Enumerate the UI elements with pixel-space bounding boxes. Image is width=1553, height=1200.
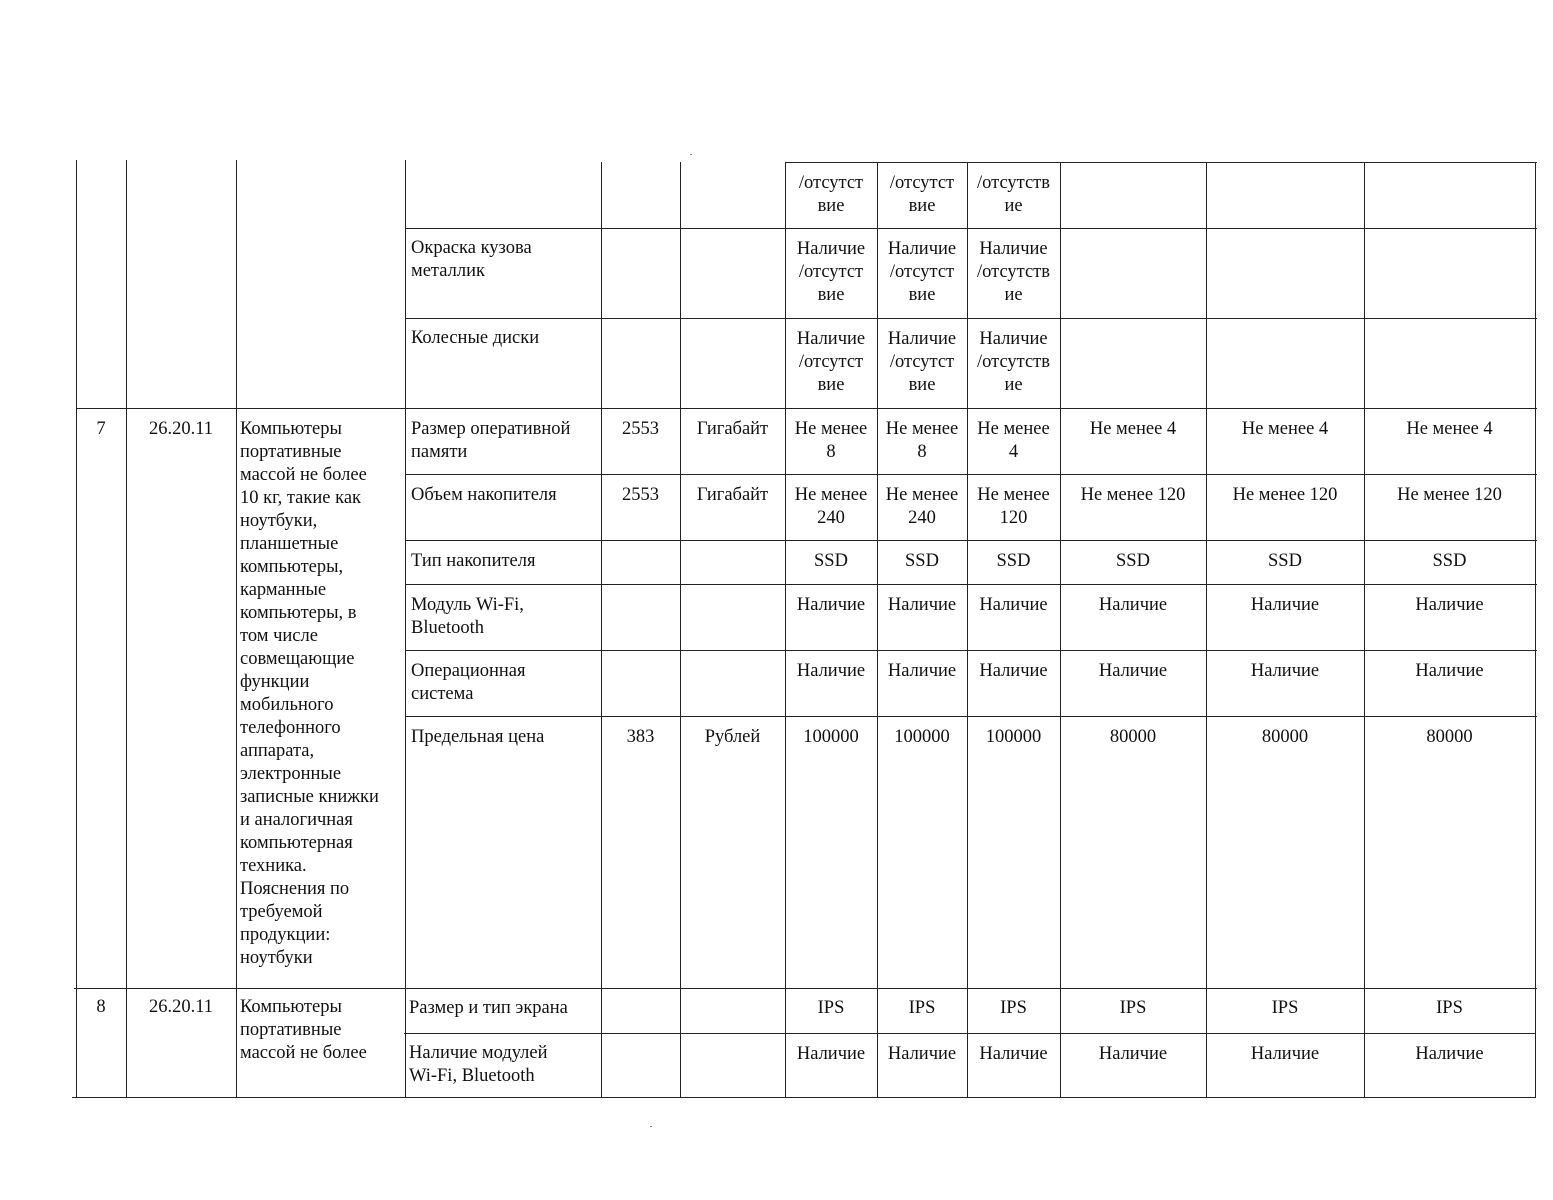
char-name: Предельная цена [411,727,545,747]
char-name: Операционная система [411,661,526,704]
value-cell: IPS [1436,998,1463,1018]
okei-code: 2553 [622,419,659,439]
value-cell: Не менее 4 [1089,419,1177,439]
value-cell: /отсутст вие [889,173,955,216]
scan-speck [650,1126,652,1127]
value-cell: Наличие [1250,661,1320,681]
value-cell: Не менее 4 [1241,419,1329,439]
value-cell: Не менее 120 [1232,485,1338,505]
value-cell: SSD [996,551,1031,571]
unit-name: Рублей [704,727,761,747]
value-cell: Наличие [979,661,1048,681]
value-cell: Наличие [1415,661,1484,681]
value-cell: Наличие [1415,1044,1484,1064]
value-cell: Наличие [979,1044,1048,1064]
value-cell: 100000 [894,727,950,747]
okei-code: 2553 [622,485,659,505]
value-cell: Наличие [887,595,957,615]
value-cell: IPS [1271,998,1299,1018]
value-cell: Наличие [1250,595,1320,615]
value-cell: IPS [908,998,936,1018]
value-cell: Не менее 240 [885,485,959,528]
scan-speck [690,154,692,155]
item-description: Компьютеры портативные массой не более [240,997,367,1063]
value-cell: IPS [817,998,845,1018]
value-cell: 80000 [1261,727,1309,747]
value-cell: Наличие [1098,661,1168,681]
value-cell: Наличие [887,661,957,681]
char-name: Размер оперативной памяти [411,419,571,462]
value-cell: 100000 [803,727,859,747]
value-cell: SSD [1268,551,1302,571]
value-cell: Наличие /отсутств ие [976,239,1050,305]
char-name: Размер и тип экрана [409,998,568,1018]
value-cell: Не менее 8 [885,419,959,462]
value-cell: Не менее 120 [1397,485,1502,505]
value-cell: 80000 [1426,727,1473,747]
value-cell: Наличие /отсутст вие [796,329,866,395]
value-cell: IPS [1119,998,1147,1018]
value-cell: Наличие /отсутст вие [887,239,957,305]
value-cell: Наличие [979,595,1048,615]
value-cell: /отсутств ие [976,173,1050,216]
value-cell: Наличие [1098,595,1168,615]
value-cell: 80000 [1109,727,1157,747]
value-cell: SSD [1432,551,1467,571]
value-cell: Наличие [796,661,866,681]
char-name: Объем накопителя [411,485,557,505]
value-cell: Наличие [1250,1044,1320,1064]
value-cell: SSD [1116,551,1150,571]
char-name: Окраска кузова металлик [411,238,532,281]
value-cell: Наличие [796,1044,866,1064]
value-cell: Наличие /отсутст вие [887,329,957,395]
value-cell: Наличие [796,595,866,615]
value-cell: Не менее 240 [794,485,868,528]
char-name: Тип накопителя [411,551,536,571]
item-description: Компьютеры портативные массой не более 10 кг, такие как ноутбуки, планшетные компьютеры, карманные компьютеры, в том числе совмещающие функции мобильного телефонного аппарата, электронные записные книжки и аналогичная компьютерная техника. Пояснения по требуемой продукции: ноутбуки [240,419,379,968]
value-cell: Не менее 120 [977,485,1050,528]
value-cell: SSD [814,551,848,571]
value-cell: IPS [1000,998,1027,1018]
char-name: Модуль Wi-Fi, Bluetooth [411,595,524,638]
item-number: 7 [96,419,106,439]
okpd2-code: 26.20.11 [148,419,214,439]
value-cell: Не менее 8 [794,419,868,462]
value-cell: Не менее 120 [1080,485,1186,505]
unit-name: Гигабайт [696,419,769,439]
value-cell: /отсутст вие [798,173,864,216]
value-cell: Наличие [1415,595,1484,615]
value-cell: Не менее 4 [977,419,1050,462]
value-cell: Наличие [887,1044,957,1064]
char-name: Наличие модулей Wi-Fi, Bluetooth [409,1043,548,1086]
unit-name: Гигабайт [696,485,769,505]
value-cell: Наличие /отсутств ие [976,329,1050,395]
value-cell: Не менее 4 [1406,419,1493,439]
okpd2-code: 26.20.11 [148,997,214,1017]
okei-code: 383 [626,727,655,747]
char-name: Колесные диски [411,328,540,348]
value-cell: 100000 [985,727,1042,747]
value-cell: Наличие /отсутст вие [796,239,866,305]
value-cell: SSD [905,551,939,571]
value-cell: Наличие [1098,1044,1168,1064]
item-number: 8 [96,997,106,1017]
